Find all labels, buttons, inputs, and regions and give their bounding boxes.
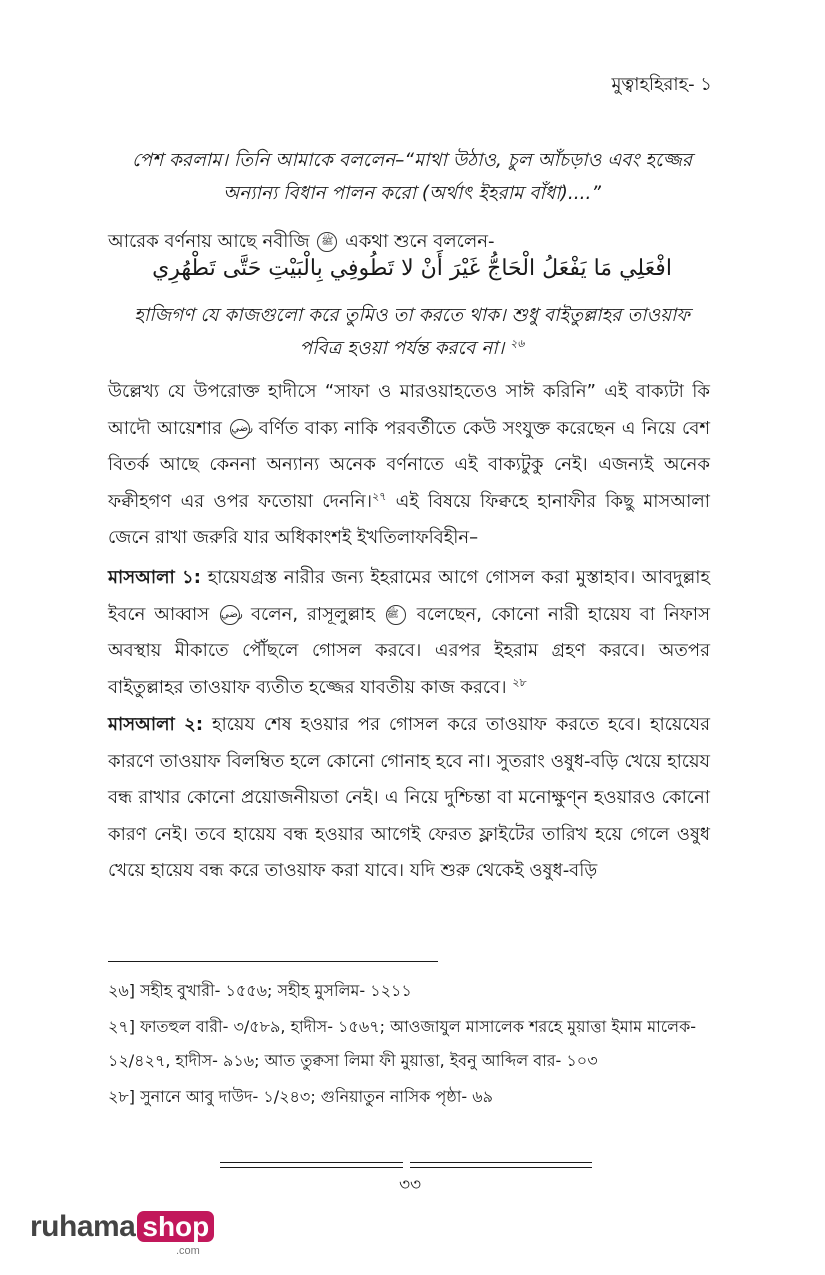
masala-label: মাসআলা ১: — [108, 567, 201, 588]
paragraph-1 — [108, 374, 710, 557]
quote-line: হাজিগণ যে কাজগুলো করে তুমিও তা করতে থাক। শুধু বাইতুল্লাহর তাওয়াফ — [134, 305, 690, 326]
quote-block-1 — [108, 144, 716, 210]
footnote-divider — [108, 961, 438, 962]
paragraph-text: বলেন, রাসূলুল্লাহ — [250, 603, 375, 625]
footnote-28: ২৮] সুনানে আবু দাউদ- ১/২৪৩; গুনিয়াতুন নাসিক পৃষ্ঠা- ৬৯ — [108, 1087, 494, 1106]
quote-text: পবিত্র হওয়া পর্যন্ত করবে না। — [299, 338, 505, 359]
paragraph-text: বলেছেন, কোনো নারী হায়েয বা নিফাস অবস্থায় মীকাতে পৌঁছলে গোসল করবে। এরপর ইহরাম গ্রহণ করবে। অতপর বাইতুল্লাহর তাওয়াফ ব্যতীত হজ্জের যাবতীয় কাজ করবে। — [108, 603, 711, 698]
paragraph-text: বর্ণিত বাক্য নাকি পরবর্তীতে কেউ সংযুক্ত করেছেন এ নিয়ে বেশ বিতর্ক আছে কেননা অন্যান্য অনেক বর্ণনাতে এই বাক্যটুকু নেই। এজন্যই অনেক ফক্বীহগণ এর ওপর ফতোয়া দেননি। — [108, 417, 710, 512]
quote-block-2 — [108, 299, 716, 365]
logo-domain: .com — [176, 1245, 200, 1257]
intro-text: আরেক বর্ণনায় আছে নবীজি — [108, 231, 310, 252]
bottom-ornament-rule — [220, 1162, 403, 1168]
intro-text: একথা শুনে বললেন- — [345, 231, 495, 252]
masala-2 — [108, 707, 710, 890]
paragraph-text: হায়েয শেষ হওয়ার পর গোসল করে তাওয়াফ করতে হবে। হায়েযের কারণে তাওয়াফ বিলম্বিত হলে কোনো গোনাহ হবে না। সুতরাং ওষুধ-বড়ি খেয়ে হায়েয বন্ধ রাখার কোনো প্রয়োজনীয়তা নেই। এ নিয়ে দুশ্চিন্তা বা মনোক্ষুণ্ন হওয়ারও কোনো কারণ নেই। তবে হায়েয বন্ধ হওয়ার আগেই ফেরত ফ্লাইটের তারিখ হয়ে গেলে ওষুধ খেয়ে হায়েয বন্ধ করে তাওয়াফ করা যাবে। যদি শুরু থেকেই ওষুধ-বড়ি — [108, 714, 711, 881]
honorific-icon: ﷺ — [317, 232, 337, 252]
bottom-ornament-rule — [410, 1162, 592, 1168]
honorific-icon: ﷺ — [386, 605, 406, 625]
paragraph-text: এই বিষয়ে ফিক্বহে হানাফীর কিছু মাসআলা জেনে রাখা জরুরি যার অধিকাংশই ইখতিলাফবিহীন– — [108, 490, 710, 548]
quote-line: পেশ করলাম। তিনি আমাকে বললেন–“মাথা উঠাও, চুল আঁচড়াও এবং হজ্জের — [131, 150, 693, 171]
logo-text: ruhama — [30, 1210, 136, 1243]
page-number: ৩৩ — [398, 1175, 422, 1195]
logo-badge: shop — [137, 1211, 214, 1242]
honorific-icon: رضي — [220, 605, 240, 625]
masala-label: মাসআলা ২: — [108, 714, 204, 735]
footnote-ref[interactable]: ২৮ — [512, 675, 527, 689]
paragraph-text: হায়েযগ্রস্ত নারীর জন্য ইহরামের আগে গোসল করা মুস্তাহাব। আবদুল্লাহ ইবনে আব্বাস — [108, 567, 710, 625]
footnote-ref[interactable]: ২৭ — [372, 489, 387, 503]
intro-line — [108, 227, 495, 258]
footnote-27: ২৭] ফাতহুল বারী- ৩/৫৮৯, হাদীস- ১৫৬৭; আওজাযুল মাসালেক শরহে মুয়াত্তা ইমাম মালেক- ১২/৪২৭, হাদীস- ৯১৬; আত তুক্বসা লিমা ফী মুয়াত্তা, ইবনু আব্দিল বার- ১০৩ — [108, 1017, 697, 1070]
ruhamashop-logo[interactable] — [30, 1210, 214, 1257]
paragraph-text: উল্লেখ্য যে উপরোক্ত হাদীসে “সাফা ও মারওয়াহতেও সাঈ করিনি” এই বাক্যটা কি আদৌ আয়েশার — [108, 381, 710, 439]
honorific-icon: رضي — [230, 419, 250, 439]
quote-line: অন্যান্য বিধান পালন করো (অর্থাৎ ইহরাম বাঁধা)....” — [223, 183, 601, 204]
footnote-ref[interactable]: ২৬ — [510, 336, 525, 350]
footnote-26: ২৬] সহীহ বুখারী- ১৫৫৬; সহীহ মুসলিম- ১২১১ — [108, 981, 412, 1000]
arabic-quote: افْعَلِي مَا يَفْعَلُ الْحَاجُّ غَيْرَ أَنْ لا تَطُوفِي بِالْبَيْتِ حَتَّى تَطْهُرِي — [152, 256, 672, 281]
masala-1 — [108, 560, 710, 706]
running-title: মুত্বাহহিরাহ- ১ — [611, 74, 712, 95]
quote-line — [108, 332, 716, 365]
